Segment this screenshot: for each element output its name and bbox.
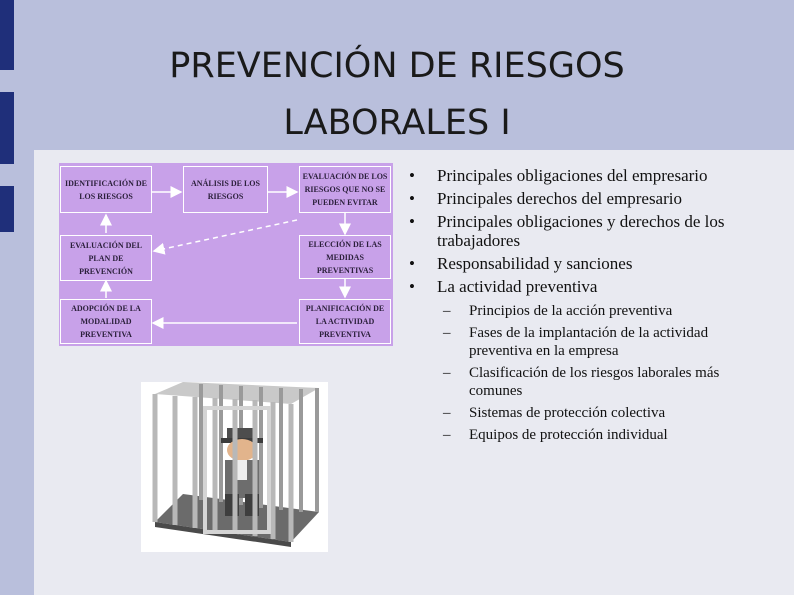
topic-item-text: Responsabilidad y sanciones [437, 254, 633, 273]
subtopic-item: – Equipos de protección individual [437, 426, 775, 444]
subtopic-item: – Clasificación de los riesgos laborales más comunes [437, 364, 775, 400]
subtopic-list [437, 302, 775, 444]
topic-item [405, 212, 775, 250]
topic-item [405, 166, 775, 185]
topic-item-text: Principales derechos del empresario [437, 189, 682, 208]
box-analisis: ANÁLISIS DE LOS RIESGOS [183, 166, 268, 213]
topic-item-text: La actividad preventiva [437, 277, 598, 296]
topic-list [405, 166, 775, 444]
bullet-text-area [405, 166, 775, 448]
box-planificacion: PLANIFICACIÓN DE LA ACTIVIDAD PREVENTIVA [299, 299, 391, 344]
title-line-2: LABORALES I [283, 103, 511, 143]
box-adopcion: ADOPCIÓN DE LA MODALIDAD PREVENTIVA [60, 299, 152, 344]
box-evaluacion-riesgos: EVALUACIÓN DE LOS RIESGOS QUE NO SE PUEDEN EVITAR [299, 166, 391, 213]
box-evaluacion-plan: EVALUACIÓN DEL PLAN DE PREVENCIÓN [60, 235, 152, 281]
subtopic-item: – Principios de la acción preventiva [437, 302, 775, 320]
topic-item-text: Principales obligaciones y derechos de los trabajadores [437, 212, 725, 250]
jail-cage-icon [141, 382, 328, 552]
topic-item [405, 254, 775, 273]
arrow-dashed-feedback [154, 220, 297, 251]
left-edge-bar-3 [0, 186, 14, 232]
topic-item [405, 277, 775, 444]
topic-item-text: Principales obligaciones del empresario [437, 166, 708, 185]
title-line-1: PREVENCIÓN DE RIESGOS [169, 46, 625, 86]
slide-title [0, 38, 794, 152]
subtopic-item: – Fases de la implantación de la actividad preventiva en la empresa [437, 324, 775, 360]
subtopic-item: – Sistemas de protección colectiva [437, 404, 775, 422]
box-eleccion: ELECCIÓN DE LAS MEDIDAS PREVENTIVAS [299, 235, 391, 279]
risk-process-diagram [59, 163, 393, 346]
topic-item [405, 189, 775, 208]
box-identificacion: IDENTIFICACIÓN DE LOS RIESGOS [60, 166, 152, 213]
